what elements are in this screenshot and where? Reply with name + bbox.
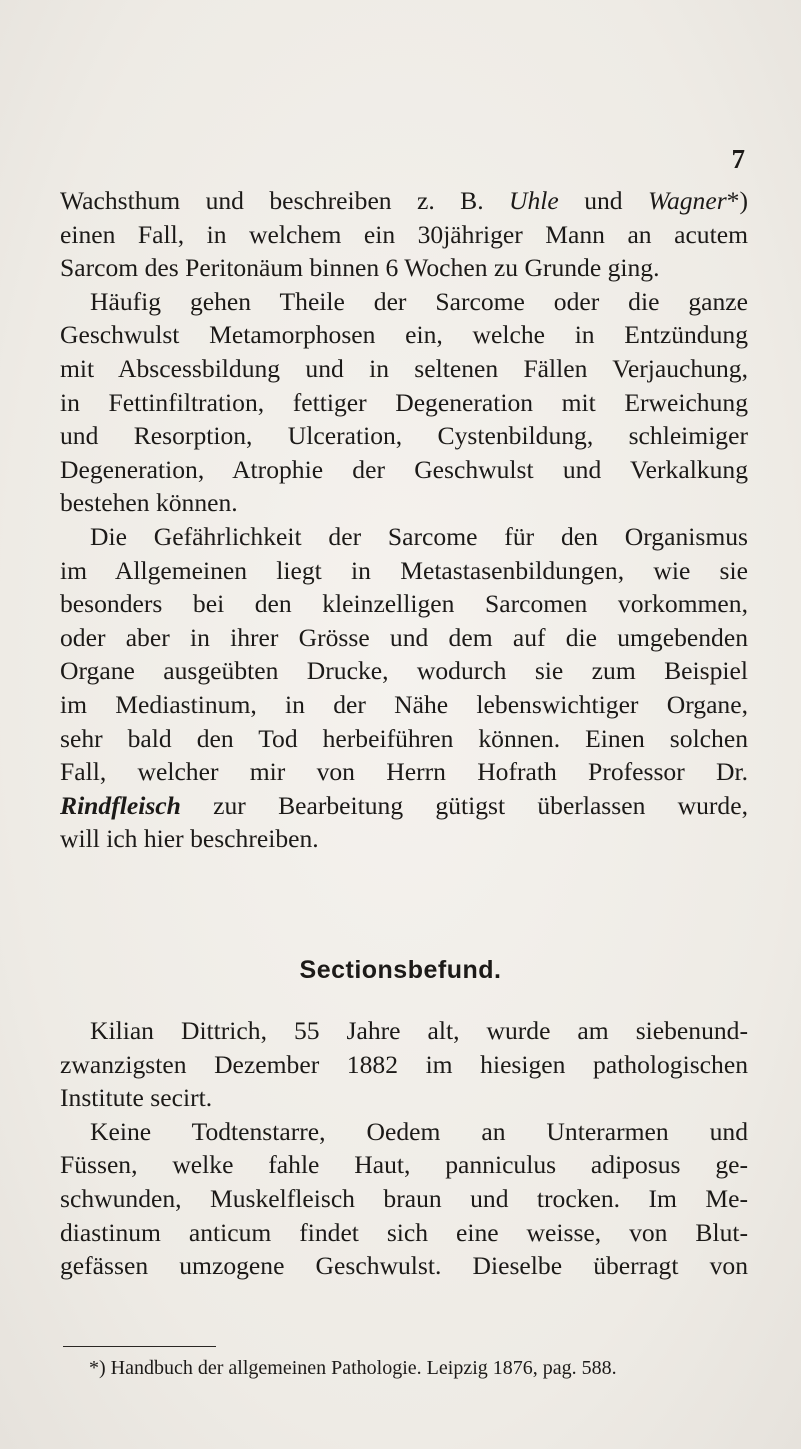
text-line: bestehen können. bbox=[60, 488, 238, 518]
text-line: will ich hier beschreiben. bbox=[60, 824, 319, 854]
text-line: in Fettinfiltration, fettiger Degeneration mit Erweichung bbox=[60, 387, 748, 417]
text-line: zwanzigsten Dezember 1882 im hiesigen pathologischen bbox=[60, 1049, 748, 1079]
text-line: Fall, welcher mir von Herrn Hofrath Professor Dr. bbox=[60, 757, 748, 787]
text-line: oder aber in ihrer Grösse und dem auf die umgebenden bbox=[60, 622, 748, 652]
body-text-block-2 bbox=[60, 1014, 748, 1283]
author-name-uhle: Uhle bbox=[509, 186, 559, 215]
text-line: Wachsthum und beschreiben z. B. Uhle und Wagner*) bbox=[60, 186, 748, 215]
author-name-rindfleisch: Rindfleisch bbox=[60, 790, 181, 820]
text-line: Häufig gehen Theile der Sarcome oder die ganze bbox=[90, 286, 748, 316]
text-line: und Resorption, Ulceration, Cystenbildung, schleimiger bbox=[60, 421, 748, 451]
text-line: Rindfleisch zur Bearbeitung gütigst überlassen wurde, bbox=[60, 790, 748, 820]
footnote-divider bbox=[63, 1346, 216, 1347]
text-line: Institute secirt. bbox=[60, 1083, 213, 1113]
text-line: gefässen umzogene Geschwulst. Dieselbe überragt von bbox=[60, 1251, 748, 1281]
author-name-wagner: Wagner bbox=[647, 186, 727, 215]
section-heading: Sectionsbefund. bbox=[299, 956, 502, 984]
text-line: Kilian Dittrich, 55 Jahre alt, wurde am siebenund- bbox=[90, 1016, 748, 1045]
text-line: Geschwulst Metamorphosen ein, welche in Entzündung bbox=[60, 320, 748, 350]
page-number: 7 bbox=[731, 144, 745, 174]
footnote-marker: *) bbox=[726, 186, 748, 215]
text-line: diastinum anticum findet sich eine weisse, von Blut- bbox=[60, 1217, 748, 1247]
text-line: Organe ausgeübten Drucke, wodurch sie zum Beispiel bbox=[60, 656, 748, 686]
text-line: schwunden, Muskelfleisch braun und trocken. Im Me- bbox=[60, 1183, 748, 1213]
text-line: sehr bald den Tod herbeiführen können. Einen solchen bbox=[60, 723, 748, 753]
text-line: mit Abscessbildung und in seltenen Fällen Verjauchung, bbox=[60, 353, 748, 383]
text-line: im Mediastinum, in der Nähe lebenswichtiger Organe, bbox=[60, 689, 748, 719]
text-line: Sarcom des Peritonäum binnen 6 Wochen zu Grunde ging. bbox=[60, 253, 660, 283]
text-line: Keine Todtenstarre, Oedem an Unterarmen und bbox=[90, 1116, 748, 1146]
text-line: Füssen, welke fahle Haut, panniculus adiposus ge- bbox=[60, 1150, 748, 1180]
text-line: Degeneration, Atrophie der Geschwulst und Verkalkung bbox=[60, 454, 748, 484]
body-text-block-1 bbox=[60, 184, 748, 856]
text-line: einen Fall, in welchem ein 30jähriger Mann an acutem bbox=[60, 219, 748, 249]
text-line: Die Gefährlichkeit der Sarcome für den Organismus bbox=[90, 521, 748, 551]
text-line: besonders bei den kleinzelligen Sarcomen vorkommen, bbox=[60, 589, 748, 619]
footnote: *) Handbuch der allgemeinen Pathologie. Leipzig 1876, pag. 588. bbox=[89, 1357, 617, 1379]
text-line: im Allgemeinen liegt in Metastasenbildungen, wie sie bbox=[60, 555, 748, 585]
